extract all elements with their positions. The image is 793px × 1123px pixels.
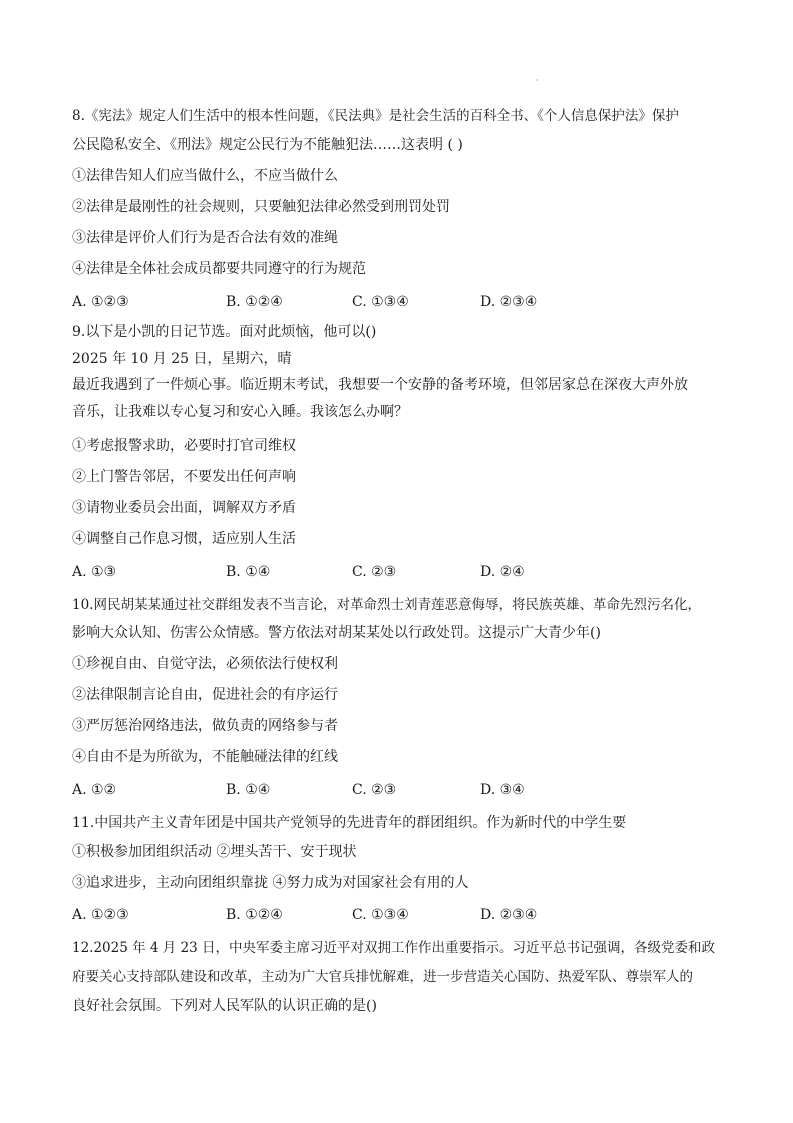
q10-statement-3: ③严厉惩治网络违法，做负责的网络参与者 [72,718,338,734]
q8-statement-2: ②法律是最刚性的社会规则，只要触犯法律必然受到刑罚处罚 [72,199,450,215]
q10-statement-1: ①珍视自由、自觉守法，必须依法行使权利 [72,656,338,672]
q11-stem: 11.中国共产主义青年团是中国共产党领导的先进青年的群团组织。作为新时代的中学生要 [72,815,627,831]
q8-option-c: C. ①③④ [352,294,409,310]
q10-option-a: A. ①② [72,782,117,798]
scan-speck [536,79,538,81]
q9-diary-line-1: 最近我遇到了一件烦心事。临近期末考试，我想要一个安静的备考环境，但邻居家总在深夜大声外放 [72,377,688,393]
q8-stem-line-2: 公民隐私安全、《刑法》规定公民行为不能触犯法……这表明 ( ) [72,137,463,153]
q9-statement-1: ①考虑报警求助，必要时打官司维权 [72,438,296,454]
q10-stem-line-1: 10.网民胡某某通过社交群组发表不当言论，对革命烈士刘青莲恶意侮辱，将民族英雄、革命先烈污名化， [72,597,701,613]
q9-option-d: D. ②④ [480,564,525,580]
q12-stem-line-1: 12.2025 年 4 月 23 日，中央军委主席习近平对双拥工作作出重要指示。习近平总书记强调，各级党委和政 [72,940,716,956]
q8-statement-4: ④法律是全体社会成员都要共同遵守的行为规范 [72,261,366,277]
q10-statement-2: ②法律限制言论自由，促进社会的有序运行 [72,687,338,703]
q10-option-b: B. ①④ [226,782,271,798]
q8-statement-3: ③法律是评价人们行为是否合法有效的准绳 [72,230,338,246]
q12-stem-line-3: 良好社会氛围。下列对人民军队的认识正确的是() [72,998,377,1014]
q8-stem-line-1: 8.《宪法》规定人们生活中的根本性问题，《民法典》是社会生活的百科全书、《个人信息保护法》保护 [72,108,679,124]
q8-options [72,293,732,311]
q10-option-d: D. ③④ [480,782,525,798]
q9-statement-3: ③请物业委员会出面，调解双方矛盾 [72,500,296,516]
q9-statement-2: ②上门警告邻居，不要发出任何声响 [72,469,296,485]
q11-options [72,906,732,924]
q8-statement-1: ①法律告知人们应当做什么，不应当做什么 [72,168,338,184]
q11-statements-1-2: ①积极参加团组织活动 ②埋头苦干、安于现状 [72,844,357,860]
q8-option-a: A. ①②③ [72,294,129,310]
q10-option-c: C. ②③ [352,782,397,798]
q9-options [72,563,732,581]
q11-option-b: B. ①②④ [226,907,283,923]
q9-diary-line-2: 音乐，让我难以专心复习和安心入睡。我该怎么办啊？ [72,404,408,420]
q9-stem: 9.以下是小凯的日记节选。面对此烦恼，他可以() [72,324,377,340]
q9-option-a: A. ①③ [72,564,117,580]
q11-statements-3-4: ③追求进步，主动向团组织靠拢 ④努力成为对国家社会有用的人 [72,875,469,891]
q9-diary-date: 2025 年 10 月 25 日，星期六，晴 [72,351,292,367]
q12-stem-line-2: 府要关心支持部队建设和改革，主动为广大官兵排忧解难，进一步营造关心国防、热爱军队、尊崇军人的 [72,969,693,985]
q10-stem-line-2: 影响大众认知、伤害公众情感。警方依法对胡某某处以行政处罚。这提示广大青少年() [72,625,601,641]
q11-option-a: A. ①②③ [72,907,129,923]
q9-option-b: B. ①④ [226,564,271,580]
q8-option-d: D. ②③④ [480,294,538,310]
q11-option-c: C. ①③④ [352,907,409,923]
q10-options [72,781,732,799]
q9-statement-4: ④调整自己作息习惯，适应别人生活 [72,531,296,547]
q10-statement-4: ④自由不是为所欲为，不能触碰法律的红线 [72,749,338,765]
q8-option-b: B. ①②④ [226,294,283,310]
q11-option-d: D. ②③④ [480,907,538,923]
q9-option-c: C. ②③ [352,564,397,580]
